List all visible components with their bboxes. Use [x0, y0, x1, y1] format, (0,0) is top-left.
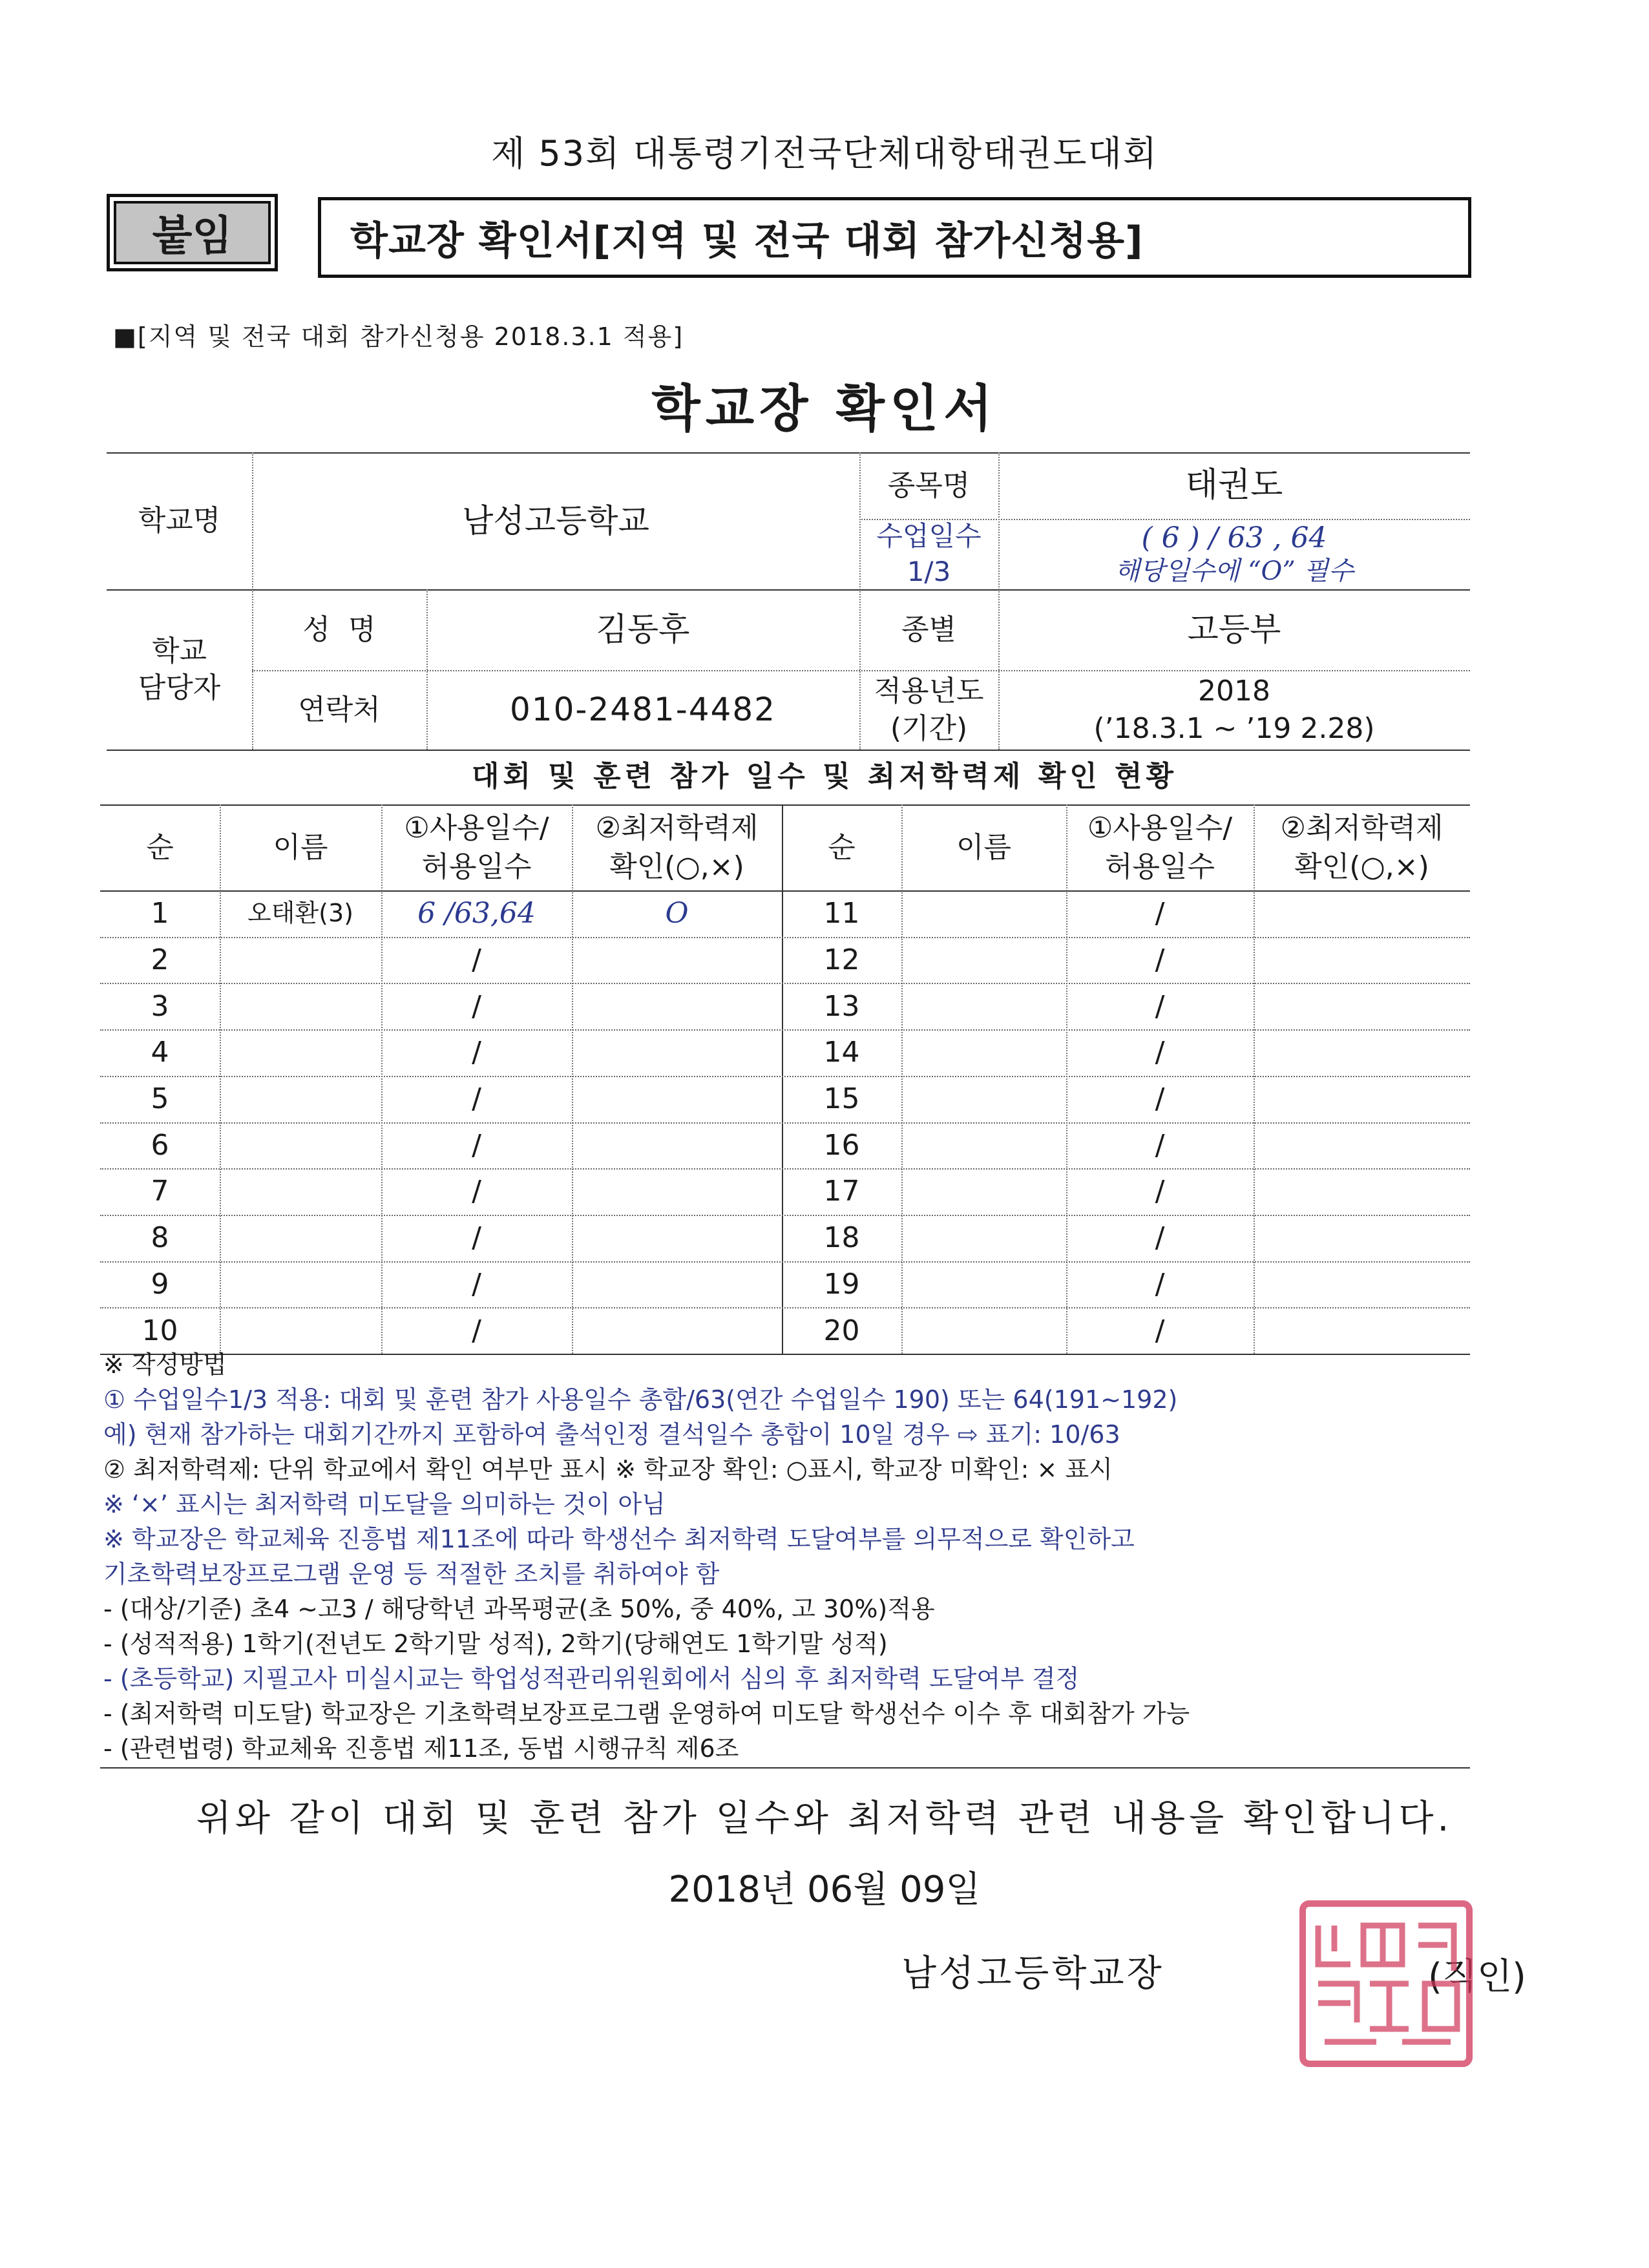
status-cell-no: 6	[151, 1128, 169, 1162]
method-line: - (성적적용) 1학기(전년도 2학기말 성적), 2학기(당해연도 1학기말 성적)	[103, 1630, 888, 1658]
method-line: 예) 현재 참가하는 대회기간까지 포함하여 출석인정 결석일수 총합이 10일 경우 ⇨ 표기: 10/63	[103, 1420, 1120, 1449]
status-cell-no: 9	[151, 1267, 169, 1301]
year-value	[998, 670, 1470, 750]
header-name-left: 이름	[273, 830, 328, 864]
status-cell-no: 20	[823, 1314, 860, 1347]
status-cell-no: 7	[151, 1175, 169, 1208]
status-cell-days: /	[1155, 1036, 1165, 1069]
division-value: 고등부	[1187, 611, 1281, 648]
year-number: 2018	[1198, 675, 1270, 708]
confirm-date: 2018년 06월 09일	[668, 1869, 981, 1911]
official-seal	[1299, 1900, 1473, 2068]
status-cell-check	[572, 1076, 782, 1122]
status-cell-days: /	[472, 1267, 481, 1301]
status-cell-days: /	[1155, 943, 1165, 976]
status-cell-check	[1254, 937, 1470, 983]
status-cell-name	[901, 1215, 1066, 1261]
status-cell-check	[572, 1168, 782, 1215]
header-check-left: ②최저학력제 확인(○,×)	[595, 812, 759, 883]
school-name-label: 학교명	[138, 504, 221, 538]
document-title: 학교장 확인서	[651, 380, 998, 438]
status-cell-days: /	[1155, 1082, 1165, 1116]
method-line: - (최저학력 미도달) 학교장은 기초학력보장프로그램 운영하여 미도달 학생선수 이수 후 대회참가 가능	[103, 1699, 1190, 1728]
class-days-ratio: 1/3	[907, 555, 951, 587]
manager-label: 학교 담당자	[138, 634, 221, 704]
status-cell-no: 1	[151, 897, 169, 930]
status-cell-no: 19	[823, 1267, 860, 1301]
status-cell-no: 4	[151, 1036, 169, 1069]
status-cell-check	[572, 937, 782, 983]
status-cell-days: /	[472, 943, 481, 976]
status-cell-name	[220, 1168, 381, 1215]
manager-name-label: 성 명	[302, 613, 376, 646]
header-days-left: ①사용일수/ 허용일수	[404, 812, 549, 883]
method-line: 기초학력보장프로그램 운영 등 적절한 조치를 취하여야 함	[103, 1560, 720, 1588]
method-line: - (초등학교) 지필고사 미실시교는 학업성적관리위원회에서 심의 후 최저학력 도달여부 결정	[103, 1664, 1080, 1693]
status-cell-name	[220, 937, 381, 983]
status-cell-name	[901, 890, 1066, 937]
header-check-right: ②최저학력제 확인(○,×)	[1280, 812, 1444, 883]
status-cell-name	[220, 1076, 381, 1122]
status-cell-check	[1254, 1076, 1470, 1122]
header-name-right: 이름	[956, 830, 1011, 864]
status-cell-days: 6 /63,64	[417, 897, 536, 930]
status-cell-days: /	[472, 989, 481, 1023]
status-cell-days: /	[1155, 989, 1165, 1023]
school-name-value: 남성고등학교	[462, 501, 649, 540]
status-cell-name	[220, 1029, 381, 1076]
confirm-statement: 위와 같이 대회 및 훈련 참가 일수와 최저학력 관련 내용을 확인합니다.	[196, 1798, 1453, 1840]
status-cell-check	[572, 1261, 782, 1308]
status-cell-no: 3	[151, 989, 169, 1023]
status-cell-days: /	[1155, 1221, 1165, 1255]
year-period: (’18.3.1 ~ ’19 2.28)	[1093, 711, 1375, 745]
method-line: - (관련법령) 학교체육 진흥법 제11조, 동법 시행규칙 제6조	[103, 1734, 739, 1763]
status-cell-name	[901, 1122, 1066, 1169]
method-line: ② 최저학력제: 단위 학교에서 확인 여부만 표시 ※ 학교장 확인: ○표시, 학교장 미확인: × 표시	[103, 1455, 1113, 1484]
status-cell-days: /	[472, 1082, 481, 1116]
method-line: - (대상/기준) 초4 ~고3 / 해당학년 과목평균(초 50%, 중 40%, 고 30%)적용	[103, 1595, 935, 1623]
method-line: ※ 학교장은 학교체육 진흥법 제11조에 따라 학생선수 최저학력 도달여부를 의무적으로 확인하고	[103, 1525, 1135, 1553]
class-days-label-text: 수업일수	[876, 520, 982, 552]
seal-mark-text: (직인)	[1428, 1956, 1526, 1998]
status-cell-no: 18	[823, 1221, 860, 1255]
status-cell-check	[572, 1029, 782, 1076]
form-title: 학교장 확인서[지역 및 전국 대회 참가신청용]	[318, 197, 1471, 278]
status-cell-no: 15	[823, 1082, 860, 1116]
method-line: ① 수업일수1/3 적용: 대회 및 훈련 참가 사용일수 총합/63(연간 수업일수 190) 또는 64(191~192)	[103, 1385, 1178, 1414]
status-cell-days: /	[1155, 1128, 1165, 1162]
sport-label: 종목명	[887, 468, 971, 502]
sport-value: 태권도	[1185, 465, 1283, 505]
status-cell-name	[220, 1215, 381, 1261]
class-days-note: 해당일수에 “O” 필수	[1115, 556, 1354, 586]
year-label: 적용년도 (기간)	[874, 675, 984, 745]
status-cell-check	[1254, 1122, 1470, 1169]
status-cell-no: 10	[142, 1314, 178, 1347]
status-cell-name	[901, 1261, 1066, 1308]
method-line: ※ ‘×’ 표시는 최저학력 미도달을 의미하는 것이 아님	[103, 1490, 666, 1518]
status-cell-name	[901, 1168, 1066, 1215]
status-cell-check	[1254, 1168, 1470, 1215]
attachment-badge: 붙임	[107, 194, 278, 271]
status-cell-name	[220, 1261, 381, 1308]
status-cell-name	[901, 1076, 1066, 1122]
status-cell-name	[220, 983, 381, 1029]
status-cell-no: 13	[823, 989, 860, 1023]
status-cell-name	[901, 937, 1066, 983]
header-no-right: 순	[828, 830, 856, 864]
status-cell-no: 5	[151, 1082, 169, 1116]
status-cell-no: 11	[823, 897, 860, 930]
class-days-value	[998, 519, 1470, 589]
status-cell-days: /	[472, 1036, 481, 1069]
method-heading: ※ 작성방법	[103, 1350, 227, 1379]
status-cell-days: /	[1155, 1314, 1165, 1347]
status-cell-check	[572, 983, 782, 1029]
status-cell-check	[1254, 890, 1470, 937]
class-days-label	[859, 519, 998, 589]
contact-value: 010-2481-4482	[509, 691, 776, 728]
status-cell-no: 17	[823, 1175, 860, 1208]
method-section	[103, 1347, 1493, 1766]
status-cell-days: /	[1155, 1267, 1165, 1301]
status-cell-days: /	[472, 1175, 481, 1208]
status-cell-days: /	[472, 1221, 481, 1255]
status-cell-days: /	[1155, 1175, 1165, 1208]
header-no-left: 순	[146, 830, 174, 864]
manager-name-value: 김동후	[596, 611, 690, 648]
header-days-right: ①사용일수/ 허용일수	[1087, 812, 1233, 883]
status-cell-name: 오태환(3)	[247, 899, 353, 928]
contact-label: 연락처	[298, 693, 381, 726]
class-days-count: ( 6 ) / 63 , 64	[1141, 521, 1327, 555]
division-label: 종별	[901, 613, 956, 646]
status-cell-check	[1254, 1029, 1470, 1076]
status-cell-check	[1254, 1261, 1470, 1308]
status-cell-check	[1254, 1215, 1470, 1261]
status-cell-no: 8	[151, 1221, 169, 1255]
status-cell-check	[572, 1215, 782, 1261]
status-cell-name	[901, 983, 1066, 1029]
status-cell-check: O	[665, 897, 689, 930]
status-cell-days: /	[472, 1314, 481, 1347]
status-cell-check	[572, 1122, 782, 1169]
status-cell-name	[901, 1029, 1066, 1076]
status-title: 대회 및 훈련 참가 일수 및 최저학력제 확인 현황	[471, 760, 1178, 793]
status-cell-no: 14	[823, 1036, 860, 1069]
status-cell-days: /	[1155, 897, 1165, 930]
status-cell-days: /	[472, 1128, 481, 1162]
status-cell-no: 2	[151, 943, 169, 976]
principal-title: 남성고등학교장	[901, 1953, 1164, 1995]
status-cell-no: 12	[823, 943, 860, 976]
event-title: 제 53회 대통령기전국단체대항태권도대회	[491, 133, 1158, 174]
status-cell-no: 16	[823, 1128, 860, 1162]
apply-note: ■[지역 및 전국 대회 참가신청용 2018.3.1 적용]	[113, 322, 684, 351]
status-cell-name	[220, 1122, 381, 1169]
status-cell-check	[1254, 983, 1470, 1029]
